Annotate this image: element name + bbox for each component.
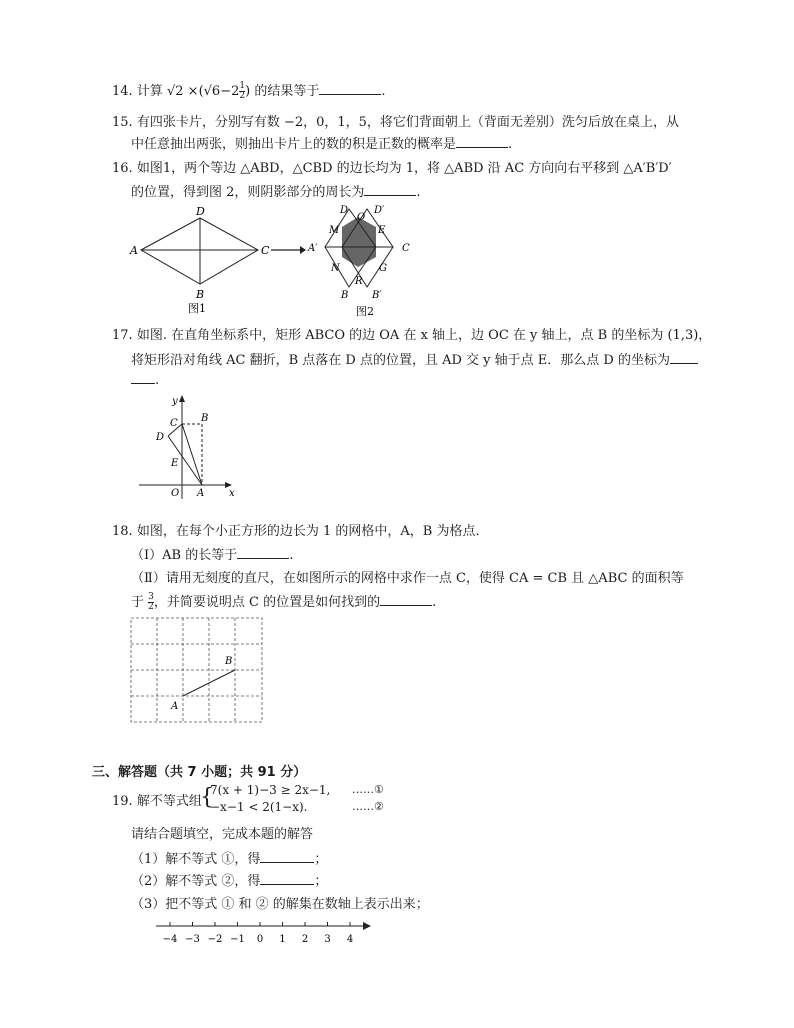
period: . xyxy=(508,137,513,152)
number-line-tick-label: 3 xyxy=(324,934,331,945)
label-d-prime: D′ xyxy=(374,205,385,216)
figure-caption: 图1 xyxy=(188,302,206,315)
label-g: G xyxy=(379,263,387,274)
label-d: D xyxy=(156,432,165,443)
answer-blank[interactable] xyxy=(260,872,314,885)
question-18-part2 xyxy=(131,567,684,586)
period: . xyxy=(155,373,160,388)
answer-blank[interactable] xyxy=(670,351,698,364)
inequality-1: 7(x + 1)−3 ≥ 2x−1, xyxy=(210,783,331,797)
question-17-line3 xyxy=(131,371,159,388)
period: . xyxy=(432,595,437,610)
question-text: 将矩形沿对角线 AC 翻折，B 点落在 D 点的位置，且 AD 交 y 轴于点 E．那么点 D 的坐标为 xyxy=(131,353,670,368)
section-header: 三、解答题（共 7 小题；共 91 分） xyxy=(92,765,307,780)
figure-2-translated-rhombus xyxy=(306,200,421,325)
fraction-numerator: 3 xyxy=(148,592,154,602)
number-line-arrow-icon xyxy=(363,922,371,930)
number-line-tick-label: 2 xyxy=(301,934,309,945)
label-c: C xyxy=(261,244,270,257)
fraction-denominator: 2 xyxy=(239,91,246,101)
fraction-numerator: 1 xyxy=(239,81,246,91)
answer-blank[interactable] xyxy=(319,82,381,95)
question-text: 有四张卡片，分别写有数 −2，0，1，5，将它们背面朝上（背面无差别）洗匀后放在桌上，从 xyxy=(136,115,679,130)
label-a: A xyxy=(171,701,179,712)
question-suffix: 的结果等于 xyxy=(254,84,320,99)
inequality-1-mark: ……① xyxy=(352,783,384,796)
part-text: （Ⅰ）AB 的长等于 xyxy=(131,548,238,563)
label-e: E xyxy=(171,458,179,469)
number-line-tick-label: 1 xyxy=(279,934,286,945)
question-prefix: 计算 xyxy=(136,84,163,99)
number-line-tick-label: −2 xyxy=(207,934,223,945)
label-m: M xyxy=(329,225,340,236)
step-text: （2）解不等式 ②，得 xyxy=(131,874,261,889)
question-prefix: 解不等式组 xyxy=(136,794,202,809)
semicolon: ； xyxy=(314,874,328,889)
math-expression-b: (√6−2 xyxy=(198,84,240,99)
label-b: B xyxy=(196,288,205,301)
answer-blank-continued[interactable] xyxy=(131,371,155,384)
label-a: A xyxy=(197,488,205,499)
question-text: 的位置，得到图 2，则阴影部分的周长为 xyxy=(131,185,365,200)
number-line-tick-label: 4 xyxy=(346,934,354,945)
number-line-tick-label: −3 xyxy=(185,934,200,945)
label-d: D xyxy=(340,205,349,216)
label-a: A xyxy=(130,244,138,257)
semicolon: ； xyxy=(314,852,328,867)
label-b: B xyxy=(201,413,209,424)
answer-blank[interactable] xyxy=(260,850,314,863)
label-d: D xyxy=(196,205,205,218)
label-a-prime: A′ xyxy=(308,243,318,254)
question-19-step2 xyxy=(131,870,327,889)
shaded-hexagon xyxy=(342,217,376,267)
question-16-line1 xyxy=(112,157,672,176)
number-line-tick-label: 0 xyxy=(256,934,264,945)
question-number: 18. xyxy=(112,524,133,539)
inequality-2: −x−1 < 2(1−x). xyxy=(210,800,308,814)
question-text: 如图. 在直角坐标系中，矩形 ABCO 的边 OA 在 x 轴上，边 OC 在 y 轴上，点 B 的坐标为 (1,3)， xyxy=(136,328,712,343)
question-number: 19. xyxy=(112,794,133,809)
answer-blank[interactable] xyxy=(237,546,289,559)
label-x: x xyxy=(229,488,235,499)
label-c: C xyxy=(402,243,410,254)
question-number: 14. xyxy=(112,84,133,99)
question-19-step1 xyxy=(131,848,327,867)
question-number: 17. xyxy=(112,328,133,343)
question-15-line1 xyxy=(112,111,679,130)
label-c: C xyxy=(170,418,178,429)
question-18-line1 xyxy=(112,520,488,539)
question-14 xyxy=(112,80,385,101)
label-n: N xyxy=(331,263,340,274)
label-r: R xyxy=(355,276,363,287)
question-16-line2 xyxy=(131,181,421,200)
figure-1-rhombus xyxy=(125,203,275,318)
figure-18-grid xyxy=(128,614,268,724)
label-y: y xyxy=(172,396,178,407)
question-17-line1 xyxy=(112,324,711,343)
number-line-tick-label: −4 xyxy=(162,934,178,945)
question-text: 中任意抽出两张，则抽出卡片上的数的积是正数的概率是 xyxy=(131,137,457,152)
math-expression-c: ) xyxy=(245,84,251,99)
question-18-part2-cont xyxy=(131,591,436,612)
number-line-tick-label: −1 xyxy=(230,934,245,945)
y-axis-arrow-icon xyxy=(179,395,185,402)
question-number: 15. xyxy=(112,115,133,130)
question-text: 如图，在每个小正方形的边长为 1 的网格中，A，B 为格点． xyxy=(136,524,489,539)
label-e: E xyxy=(378,225,386,236)
label-b: B xyxy=(225,656,233,667)
question-19-header xyxy=(112,790,202,809)
brace-icon: { xyxy=(200,785,214,810)
question-17-line2 xyxy=(131,349,698,368)
arrow-icon xyxy=(270,243,306,257)
label-b-prime: B′ xyxy=(372,290,382,301)
question-19-step3: （3）把不等式 ① 和 ② 的解集在数轴上表示出来； xyxy=(131,897,429,912)
period: . xyxy=(416,185,421,200)
label-o: O xyxy=(171,488,180,499)
question-19-instruction: 请结合题填空，完成本题的解答 xyxy=(131,827,314,842)
number-line xyxy=(150,918,380,948)
label-o: O xyxy=(357,212,366,223)
period: . xyxy=(381,84,386,99)
answer-blank[interactable] xyxy=(364,183,416,196)
period: . xyxy=(289,548,294,563)
fraction-denominator: 2 xyxy=(148,602,154,612)
part-text-prefix: 于 xyxy=(131,595,145,610)
label-b: B xyxy=(341,290,349,301)
question-number: 16. xyxy=(112,161,133,176)
question-18-part1 xyxy=(131,544,293,563)
inequality-2-mark: ……② xyxy=(352,800,384,813)
step-text: （1）解不等式 ①，得 xyxy=(131,852,261,867)
math-expression-a: √2 × xyxy=(166,84,199,99)
figure-caption: 图2 xyxy=(356,305,374,318)
part-text: ，并简要说明点 C 的位置是如何找到的 xyxy=(153,595,381,610)
diagonal-ac xyxy=(182,424,202,485)
question-15-line2 xyxy=(131,133,512,152)
answer-blank[interactable] xyxy=(456,135,508,148)
question-text: 如图1，两个等边 △ABD，△CBD 的边长均为 1，将 △ABD 沿 AC 方向向右平移到 △A′B′D′ xyxy=(136,161,672,176)
part-text: （Ⅱ）请用无刻度的直尺，在如图所示的网格中求作一点 C，使得 CA = CB 且 △ABC 的面积等 xyxy=(131,571,684,586)
figure-17-coordinate-fold xyxy=(135,393,245,503)
answer-blank[interactable] xyxy=(380,593,432,606)
